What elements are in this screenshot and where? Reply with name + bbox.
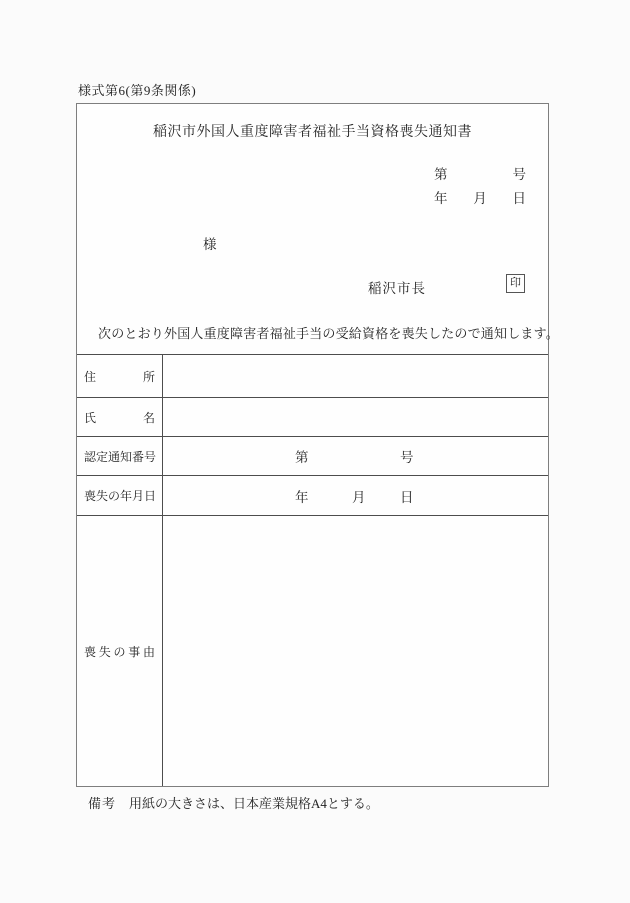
loss-date-value-cell xyxy=(163,476,548,515)
seal-character: 印 xyxy=(510,277,521,289)
official-seal-mark xyxy=(506,274,525,293)
date-year-label: 年 xyxy=(434,191,448,206)
addressee-honorific: 様 xyxy=(203,237,217,252)
table-row-address xyxy=(77,354,548,397)
name-value-cell xyxy=(163,398,548,436)
certification-number-value-cell xyxy=(163,437,548,475)
row-label-cell xyxy=(77,437,163,475)
table-row-name xyxy=(77,397,548,436)
loss-date-day: 日 xyxy=(400,489,414,505)
table-row-loss-reason xyxy=(77,515,548,786)
row-label-cell xyxy=(77,355,163,397)
date-month-label: 月 xyxy=(473,191,487,206)
issue-date-line xyxy=(434,187,526,207)
document-title: 稲沢市外国人重度障害者福祉手当資格喪失通知書 xyxy=(153,125,472,140)
doc-number-prefix: 第 xyxy=(434,167,448,182)
cert-number-suffix: 号 xyxy=(400,450,414,465)
address-label: 住 所 xyxy=(84,369,155,384)
notice-body-text: 次のとおり外国人重度障害者福祉手当の受給資格を喪失したので通知します。 xyxy=(98,326,559,341)
notice-form-box xyxy=(76,103,559,787)
name-label: 氏 名 xyxy=(84,410,155,425)
notice-detail-table xyxy=(77,354,548,786)
row-label-cell xyxy=(77,398,163,436)
row-label-cell xyxy=(77,476,163,515)
table-row-certification-number xyxy=(77,436,548,475)
loss-date-label: 喪失の年月日 xyxy=(84,489,157,503)
cert-number-prefix: 第 xyxy=(295,450,309,465)
doc-number-suffix: 号 xyxy=(512,167,526,182)
table-row-loss-date xyxy=(77,475,548,515)
form-number-label: 様式第6(第9条関係) xyxy=(78,83,197,98)
loss-date-month: 月 xyxy=(352,489,366,505)
remarks-text: 用紙の大きさは、日本産業規格A4とする。 xyxy=(129,796,379,811)
loss-reason-value-cell xyxy=(163,516,548,786)
remarks-line xyxy=(88,793,379,812)
date-day-label: 日 xyxy=(512,191,526,206)
document-number-line xyxy=(434,163,526,183)
address-value-cell xyxy=(163,355,548,397)
loss-reason-label: 喪失の事由 xyxy=(84,644,155,659)
certification-number-label: 認定通知番号 xyxy=(84,449,157,464)
remarks-label: 備考 xyxy=(88,796,117,811)
loss-date-year: 年 xyxy=(295,489,309,505)
sender-mayor-name: 稲沢市長 xyxy=(368,281,426,296)
row-label-cell xyxy=(77,516,163,786)
